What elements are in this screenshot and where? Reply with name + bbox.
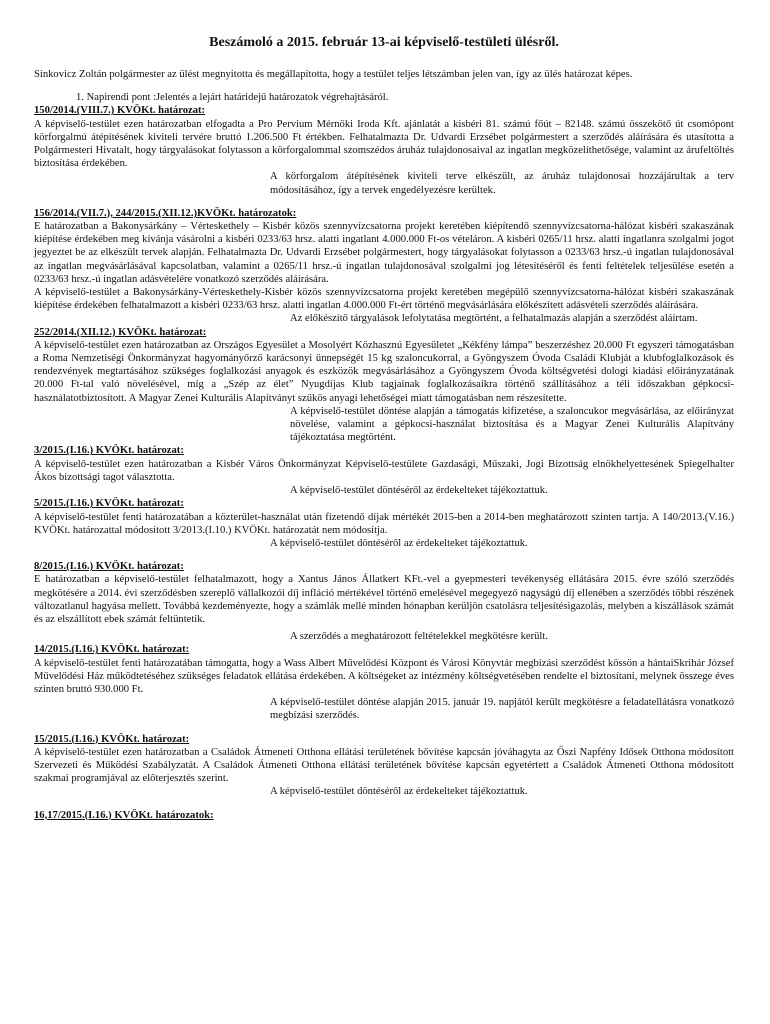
resolution-heading: 8/2015.(I.16.) KVÖKt. határozat: [34, 561, 184, 573]
resolution-note: A képviselő-testület döntése alapján 2015. január 19. napjától került megkötésre a feladatellátásra vonatkozó megbízási szerződés. [270, 697, 734, 722]
resolution-section [34, 207, 734, 326]
resolution-body: E határozatban a Bakonysárkány – Vérteskethely – Kisbér közös szennyvízcsatorna projekt keretében kiépítendő szennyvízcsatorna-hálózat kisbéri szakaszának kiépítése érdekében meg kívánja vásárolni a kisbéri 0233/63 hrsz. alatti ingatlant 4.000.000 Ft-os vételáron. A kisbéri 0265/11 hrsz. alatti ingatlanra szolgalmi jogot jegyeztet be az elkészült tervek alapján. Felhatalmazta Dr. Udvardi Erzsébet polgármestert, hogy tárgyalásokat folytasson a 0233/63 hrsz.-ú ingatlan tulajdonosával az ingatlan megvásárlásával kapcsolatban, valamint a 0265/11 hrsz.-ú ingatlan tulajdonosával szolgalmi jog létesítéséről és fenti feltételek teljesülése esetén a 0233/63 hrsz.-ú ingatlan adásvételére vonatkozó szerződés aláírására. [34, 221, 734, 285]
resolution-body: A képviselő-testület ezen határozatban az Országos Egyesület a Mosolyért Közhasznú Egyesületet „Kékfény lámpa” beszerzéshez 20.000 Ft egyszeri támogatásban a Roma Nemzetiségi Önkormányzat hagyományőrző karácsonyi ünnepségét 15 kg szaloncukorral, a Gyöngyszem Óvoda Családi Klubját a klubfoglalkozások és rendezvények megtartásához szükséges foglalkozási anyagok és eszközök megvásárlásához a Gyöngyszem Óvoda költségvetési dologi kiadási előirányzatának 20.000 Ft-tal való növelésével, míg a „Szép az élet” Nyugdíjas Klub tagjainak foglalkozásaikra történő szállításához a téli időszakban gépkocsi-használatotbiztosított. A Magyar Zenei Kulturális Alapítványt szűkös anyagi lehetőségei miatt támogatásban nem részesítette. [34, 339, 734, 404]
resolution-section [34, 560, 734, 643]
resolution-section [34, 326, 734, 445]
resolution-note: A képviselő-testület döntéséről az érdekelteket tájékoztattuk. [270, 786, 528, 798]
resolution-heading: 14/2015.(I.16.) KVÖKt. határozat: [34, 644, 190, 656]
resolution-section [34, 104, 734, 196]
resolution-section [34, 733, 734, 799]
resolution-body: A képviselő-testület fenti határozatában támogatta, hogy a Wass Albert Művelődési Központ és Városi Könyvtár megbízási szerződést kössön a hántaiSkrihár József Művelődési Ház működtetéséhez szükséges feladatok ellátása érdekében. A költségeket az intézmény költségvetésében rendelte el biztosítani, melynek összege éves szinten bruttó 930.000 Ft. [34, 657, 734, 695]
resolution-section [34, 643, 734, 722]
resolution-section [34, 497, 734, 550]
resolution-note: A képviselő-testület döntéséről az érdekelteket tájékoztattuk. [270, 537, 528, 549]
resolution-note: Az előkészítő tárgyalások lefolytatása megtörtént, a felhatalmazás alapján a szerződést aláírtam. [290, 313, 698, 325]
resolution-note: A körforgalom átépítésének kiviteli terve elkészült, az áruház tulajdonosai hozzájárultak a terv módosításához, így a tervek engedélyezésre kerültek. [270, 171, 734, 196]
resolution-heading: 15/2015.(I.16.) KVÖKt. határozat: [34, 733, 190, 745]
resolution-section [34, 444, 734, 497]
agenda-item-1: 1. Napirendi pont :Jelentés a lejárt határidejű határozatok végrehajtásáról. [76, 92, 389, 104]
resolution-heading: 16,17/2015.(I.16.) KVÖKt. határozatok: [34, 809, 214, 821]
resolution-note: A képviselő-testület döntéséről az érdekelteket tájékoztattuk. [290, 485, 548, 497]
resolution-heading: 3/2015.(I.16.) KVÖKt. határozat: [34, 445, 184, 457]
resolution-body: A képviselő-testület ezen határozatban elfogadta a Pro Pervium Mérnöki Iroda Kft. ajánlatát a kisbéri 81. számú főút – 82148. számú összekötő út csomópont körforgalmú átépítésének kiviteli tervére bruttó 1.206.500 Ft értékben. Felhatalmazta Dr. Udvardi Erzsébet polgármestert a szerződés aláírására és utasította a Polgármesteri Hivatalt, hogy tárgyalásokat folytasson a körforgalommal szomszédos áruház tulajdonosaival az ingatlan megközelíthetősége, valamint az árufeltöltés biztosítása érdekében. [34, 118, 734, 170]
document-title: Beszámoló a 2015. február 13-ai képviselő-testületi ülésről. [209, 35, 559, 50]
document-page [34, 34, 734, 822]
resolution-body: A képviselő-testület ezen határozatban a Kisbér Város Önkormányzat Képviselő-testülete Gazdasági, Műszaki, Jogi Bizottság elnökhelyettesének Spiegelhalter Ákos bizottsági tagot választotta. [34, 458, 734, 483]
resolution-heading: 5/2015.(I.16.) KVÖKt. határozat: [34, 498, 184, 510]
resolution-note: A képviselő-testület döntése alapján a támogatás kifizetése, a szaloncukor megvásárlása, az előirányzat növelése, valamint a gépkocsi-használat biztosítása és a Magyar Zenei Kulturális Alapítvány tájékoztatása megtörtént. [290, 405, 734, 444]
resolution-body: A képviselő-testület ezen határozatban a Családok Átmeneti Otthona ellátási területének bővítése kapcsán jóváhagyta az Őszi Napfény Idősek Otthona módosított Szervezeti és Működési Szabályzatát. A Családok Átmeneti Otthona ellátási területének bővítése kapcsán egyetértett a Családok Átmeneti Otthona módosított szakmai programjával az előterjesztés szerint. [34, 746, 734, 785]
resolution-section [34, 809, 734, 822]
intro-paragraph: Sinkovicz Zoltán polgármester az ülést megnyitotta és megállapította, hogy a testület teljes létszámban jelen van, így az ülés határozat képes. [34, 69, 633, 80]
resolution-note: A szerződés a meghatározott feltételekkel megkötésre került. [290, 631, 548, 643]
resolution-body: A képviselő-testület fenti határozatában a közterület-használat után fizetendő díjak mértékét 2015-ben a 2014-ben meghatározott szinten tartja. A 140/2013.(V.16.) KVÖKt. határozattal módosított 3/2013.(I.10.) KVÖKt. határozatát nem módosítja. [34, 511, 734, 536]
resolution-body-2: A képviselő-testület a Bakonysárkány-Vérteskethely-Kisbér közös szennyvízcsatorna projekt keretében megépülő szennyvízcsatorna-hálózat kisbéri szakaszának kiépítése érdekében felhatalmazott a kisbéri 0233/63 hrsz. alatti ingatlan 4.000.000 Ft-ért történő megvásárlására előkészített adásvételi szerződés aláírására. [34, 287, 734, 312]
resolution-body: E határozatban a képviselő-testület felhatalmazott, hogy a Xantus János Állatkert KFt.-vel a gyepmesteri tevékenység ellátására 2015. évre szóló szerződés megkötésére a 2014. évi szerződésben szereplő vállalkozói díj infláció mértékével történő emelésével megegyező nagyságú díj ellenében a szerződés többi részének változatlanul hagyása mellett. Továbbá kezdeményezte, hogy a számlák mellé minden hónapban kerüljön csatolásra teljesítésigazolás, melyben a kiszállások számát és az elszállított ebek számát feltüntetik. [34, 574, 734, 625]
resolution-heading: 252/2014.(XII.12.) KVÖKt. határozat: [34, 326, 207, 338]
resolution-heading: 156/2014.(VII.7.), 244/2015.(XII.12.)KVÖKt. határozatok: [34, 207, 297, 219]
resolution-heading: 150/2014.(VIII.7.) KVÖKt. határozat: [34, 105, 206, 117]
